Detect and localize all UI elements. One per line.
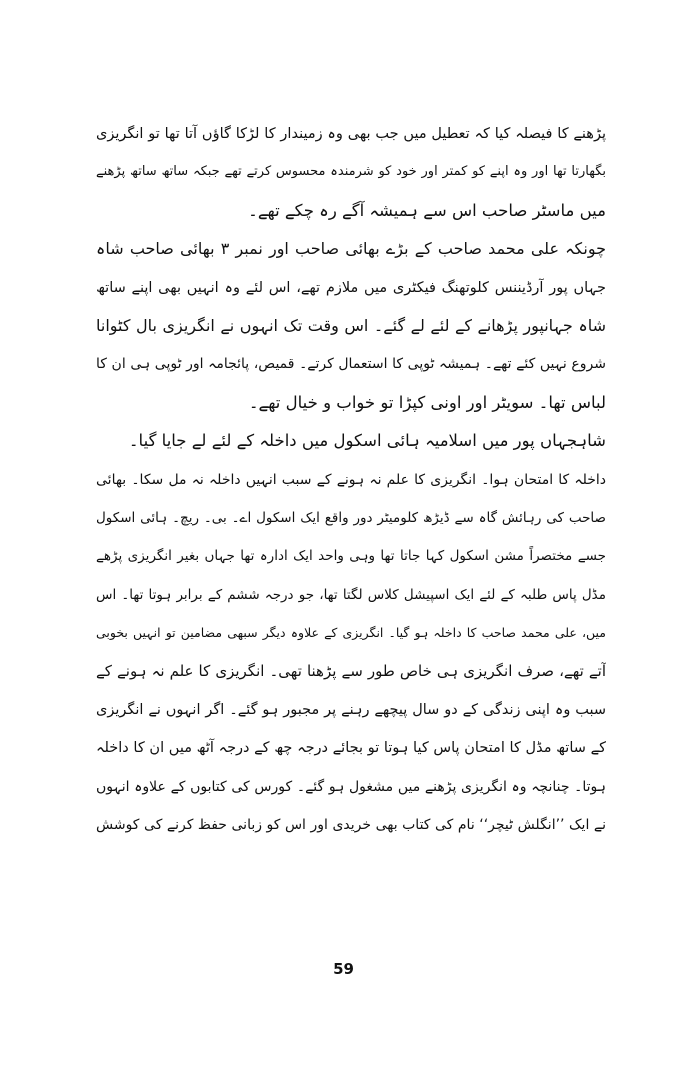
text-line: شروع نہیں کئے تھے۔ ہمیشہ ٹوپی کا استعمال کرتے۔ قمیص، پائجامہ اور ٹوپی ہی ان کا bbox=[96, 356, 606, 373]
text-line: میں ماسٹر صاحب اس سے ہمیشہ آگے رہ چکے تھے۔ bbox=[248, 200, 606, 220]
text-line: ہوتا۔ چنانچہ وہ انگریزی پڑھنے میں مشغول ہو گئے۔ کورس کی کتابوں کے علاوہ انہوں bbox=[96, 778, 606, 795]
text-line: چونکہ علی محمد صاحب کے بڑے بھائی صاحب اور نمبر ۳ بھائی صاحب شاہ bbox=[96, 239, 606, 259]
text-line: شاہ جہانپور پڑھانے کے لئے لے گئے۔ اس وقت تک انہوں نے انگریزی بال کٹوانا bbox=[96, 315, 606, 335]
text-line: بگھارتا تھا اور وہ اپنے کو کمتر اور خود کو شرمندہ محسوس کرتے تھے جبکہ ساتھ ساتھ پڑھنے bbox=[96, 164, 606, 180]
text-line: میں، علی محمد صاحب کا داخلہ ہو گیا۔ انگریزی کے علاوہ دیگر سبھی مضامین تو انہیں بخوبی bbox=[96, 625, 606, 641]
body-text bbox=[96, 115, 606, 844]
text-line: شاہجہاں پور میں اسلامیہ ہائی اسکول میں داخلہ کے لئے لے جایا گیا۔ bbox=[128, 431, 606, 451]
text-line: جسے مختصراً مشن اسکول کہا جاتا تھا وہی واحد ایک ادارہ تھا جہاں بغیر انگریزی پڑھے bbox=[96, 548, 606, 565]
text-line: جہاں پور آرڈیننس کلوتھنگ فیکٹری میں ملازم تھے، اس لئے وہ انہیں بھی اپنے ساتھ bbox=[96, 279, 606, 296]
text-line: لباس تھا۔ سویٹر اور اونی کپڑا تو خواب و خیال تھے۔ bbox=[248, 392, 606, 412]
text-line: نے ایک ’’انگلش ٹیچر‘‘ نام کی کتاب بھی خریدی اور اس کو زبانی حفظ کرنے کی کوشش bbox=[96, 817, 606, 834]
text-line: صاحب کی رہائش گاہ سے ڈیڑھ کلومیٹر دور واقع ایک اسکول اے۔ بی۔ ریچ۔ ہائی اسکول bbox=[96, 509, 606, 526]
text-line: کے ساتھ مڈل کا امتحان پاس کیا ہوتا تو بجائے درجہ چھ کے درجہ آٹھ میں ان کا داخلہ bbox=[96, 740, 606, 757]
text-line: آتے تھے، صرف انگریزی ہی خاص طور سے پڑھنا تھی۔ انگریزی کا علم نہ ہونے کے bbox=[96, 662, 606, 681]
text-line: مڈل پاس طلبہ کے لئے ایک اسپیشل کلاس لگتا تھا، جو درجہ ششم کے برابر ہوتا تھا۔ اس bbox=[96, 586, 606, 603]
text-line: سبب وہ اپنی زندگی کے دو سال پیچھے رہنے پر مجبور ہو گئے۔ اگر انہوں نے انگریزی bbox=[96, 701, 606, 718]
text-line: داخلہ کا امتحان ہوا۔ انگریزی کا علم نہ ہونے کے سبب انہیں داخلہ نہ مل سکا۔ بھائی bbox=[96, 471, 606, 488]
text-line: پڑھنے کا فیصلہ کیا کہ تعطیل میں جب بھی وہ زمیندار کا لڑکا گاؤں آتا تھا تو انگریزی bbox=[96, 126, 606, 142]
page-number: 59 bbox=[333, 960, 354, 978]
